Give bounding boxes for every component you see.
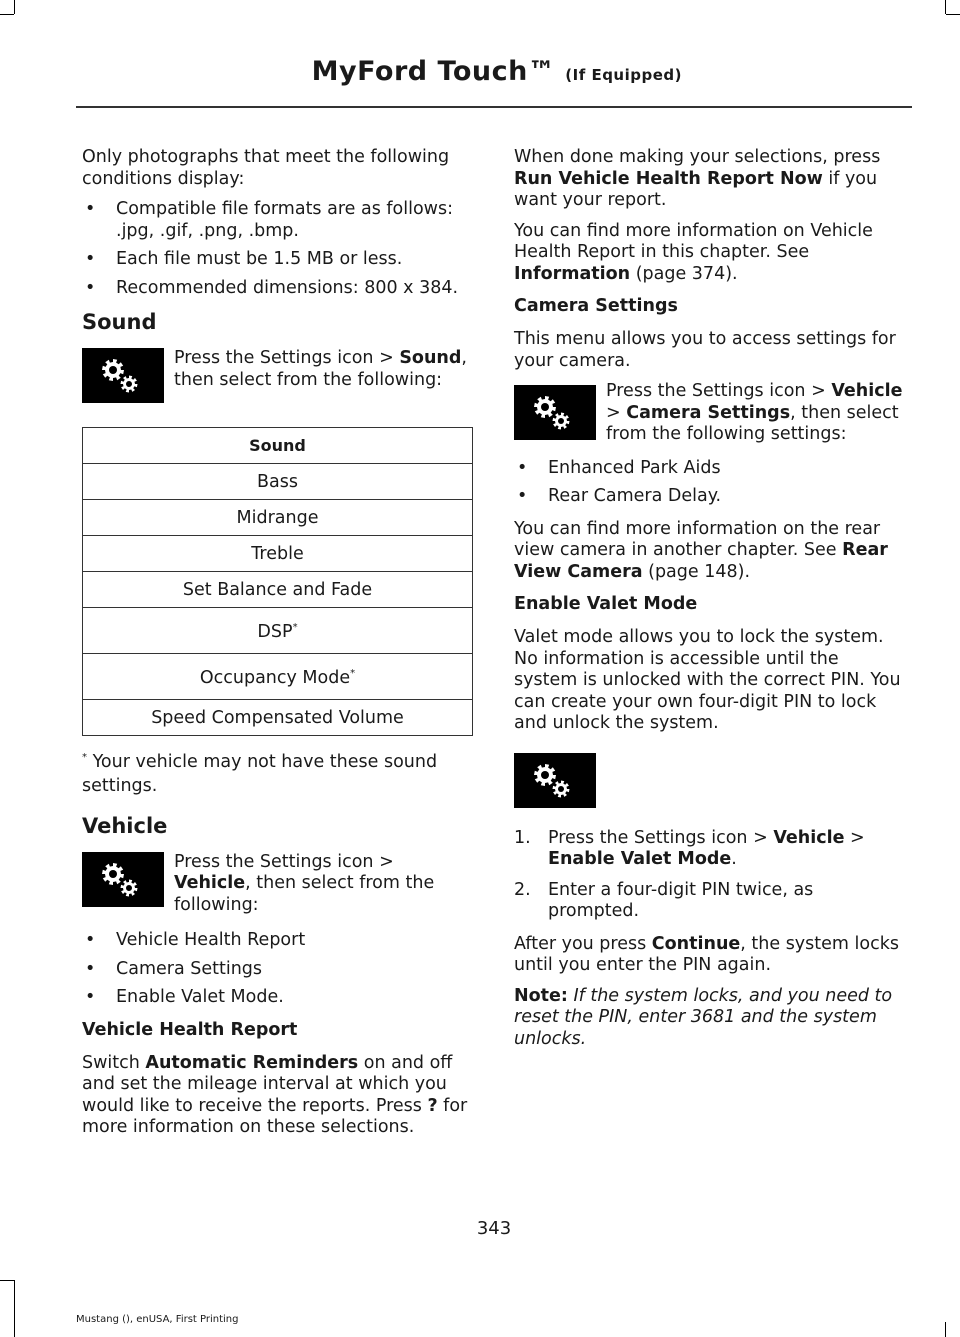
page-number: 343 xyxy=(476,1218,512,1239)
run-report-paragraph: When done making your selections, press Run Vehicle Health Report Now if you want your report. xyxy=(514,147,881,210)
sound-instruction-text: Press the Settings icon > Sound, then select from the following: xyxy=(174,348,467,390)
left-column xyxy=(82,147,474,1148)
camera-instruction-text: Press the Settings icon > Vehicle > Camera Settings, then select from the following settings: xyxy=(606,381,903,444)
header-rule xyxy=(76,106,912,108)
header-title: MyFord Touch™ xyxy=(311,56,556,87)
camera-heading: Camera Settings xyxy=(514,296,678,316)
vehicle-instruction xyxy=(82,852,474,917)
list-item: • Enhanced Park Aids xyxy=(514,458,906,480)
camera-items-list xyxy=(514,458,906,508)
vehicle-instruction-text: Press the Settings icon > Vehicle, then select from the following: xyxy=(174,851,435,915)
table-row: DSP* xyxy=(83,608,473,654)
crop-mark xyxy=(0,14,14,15)
sound-instruction xyxy=(82,348,474,403)
settings-gears-icon xyxy=(82,852,164,907)
camera-intro: This menu allows you to access settings for your camera. xyxy=(514,329,896,371)
sound-heading: Sound xyxy=(82,310,157,334)
rear-camera-paragraph: You can find more information on the rear view camera in another chapter. See Rear View Camera (page 148). xyxy=(514,518,888,582)
settings-gears-icon xyxy=(514,385,596,440)
crop-mark xyxy=(946,14,960,15)
table-row: Occupancy Mode* xyxy=(83,654,473,700)
photo-intro: Only photographs that meet the following conditions display: xyxy=(82,147,450,189)
right-column xyxy=(514,147,906,1059)
crop-mark xyxy=(945,1322,946,1337)
camera-instruction xyxy=(514,381,906,446)
list-item: • Each file must be 1.5 MB or less. xyxy=(82,249,474,271)
vehicle-heading: Vehicle xyxy=(82,813,168,838)
list-item: 2. Enter a four-digit PIN twice, as prompted. xyxy=(514,879,814,921)
table-row: Set Balance and Fade xyxy=(83,572,473,608)
table-header: Sound xyxy=(83,428,473,464)
list-item: • Camera Settings xyxy=(82,959,474,981)
table-footnote: * Your vehicle may not have these sound settings. xyxy=(82,751,438,796)
settings-gears-icon xyxy=(514,753,596,808)
list-item: 1. Press the Settings icon > Vehicle > Enable Valet Mode. xyxy=(514,827,865,869)
header-subtitle: (If Equipped) xyxy=(565,66,682,84)
valet-intro: Valet mode allows you to lock the system. No information is accessible until the system is unlocked with the correct PIN. You can create your own four-digit PIN to lock and unlock the system. xyxy=(514,627,901,733)
valet-heading: Enable Valet Mode xyxy=(514,594,698,614)
vhr-reference-paragraph: You can find more information on Vehicle Health Report in this chapter. See Information (page 374). xyxy=(514,220,873,284)
crop-mark xyxy=(945,0,946,14)
note-paragraph: Note: If the system locks, and you need to reset the PIN, enter 3681 and the system unlocks. xyxy=(514,985,893,1049)
list-item: • Rear Camera Delay. xyxy=(514,486,906,508)
continue-paragraph: After you press Continue, the system locks until you enter the PIN again. xyxy=(514,933,899,975)
table-row: Treble xyxy=(83,536,473,572)
list-item: • Compatible file formats are as follows: .jpg, .gif, .png, .bmp. xyxy=(82,199,474,242)
list-item: • Vehicle Health Report xyxy=(82,930,474,952)
valet-steps xyxy=(514,828,906,923)
crop-mark xyxy=(14,0,15,14)
vhr-paragraph: Switch Automatic Reminders on and off and set the mileage interval at which you would like to receive the reports. Press ? for more information on these selections. xyxy=(82,1052,468,1138)
page-header xyxy=(312,56,682,87)
crop-mark xyxy=(14,1280,15,1337)
table-row: Bass xyxy=(83,464,473,500)
vhr-heading: Vehicle Health Report xyxy=(82,1019,298,1040)
crop-mark xyxy=(0,1280,14,1281)
list-item: • Enable Valet Mode. xyxy=(82,987,474,1009)
sound-table xyxy=(82,427,473,736)
settings-gears-icon xyxy=(82,348,164,403)
photo-conditions-list xyxy=(82,199,474,299)
list-item: • Recommended dimensions: 800 x 384. xyxy=(82,278,474,300)
vehicle-items-list xyxy=(82,930,474,1009)
footer-text: Mustang (), enUSA, First Printing xyxy=(76,1314,239,1325)
table-row: Midrange xyxy=(83,500,473,536)
table-row: Speed Compensated Volume xyxy=(83,700,473,736)
